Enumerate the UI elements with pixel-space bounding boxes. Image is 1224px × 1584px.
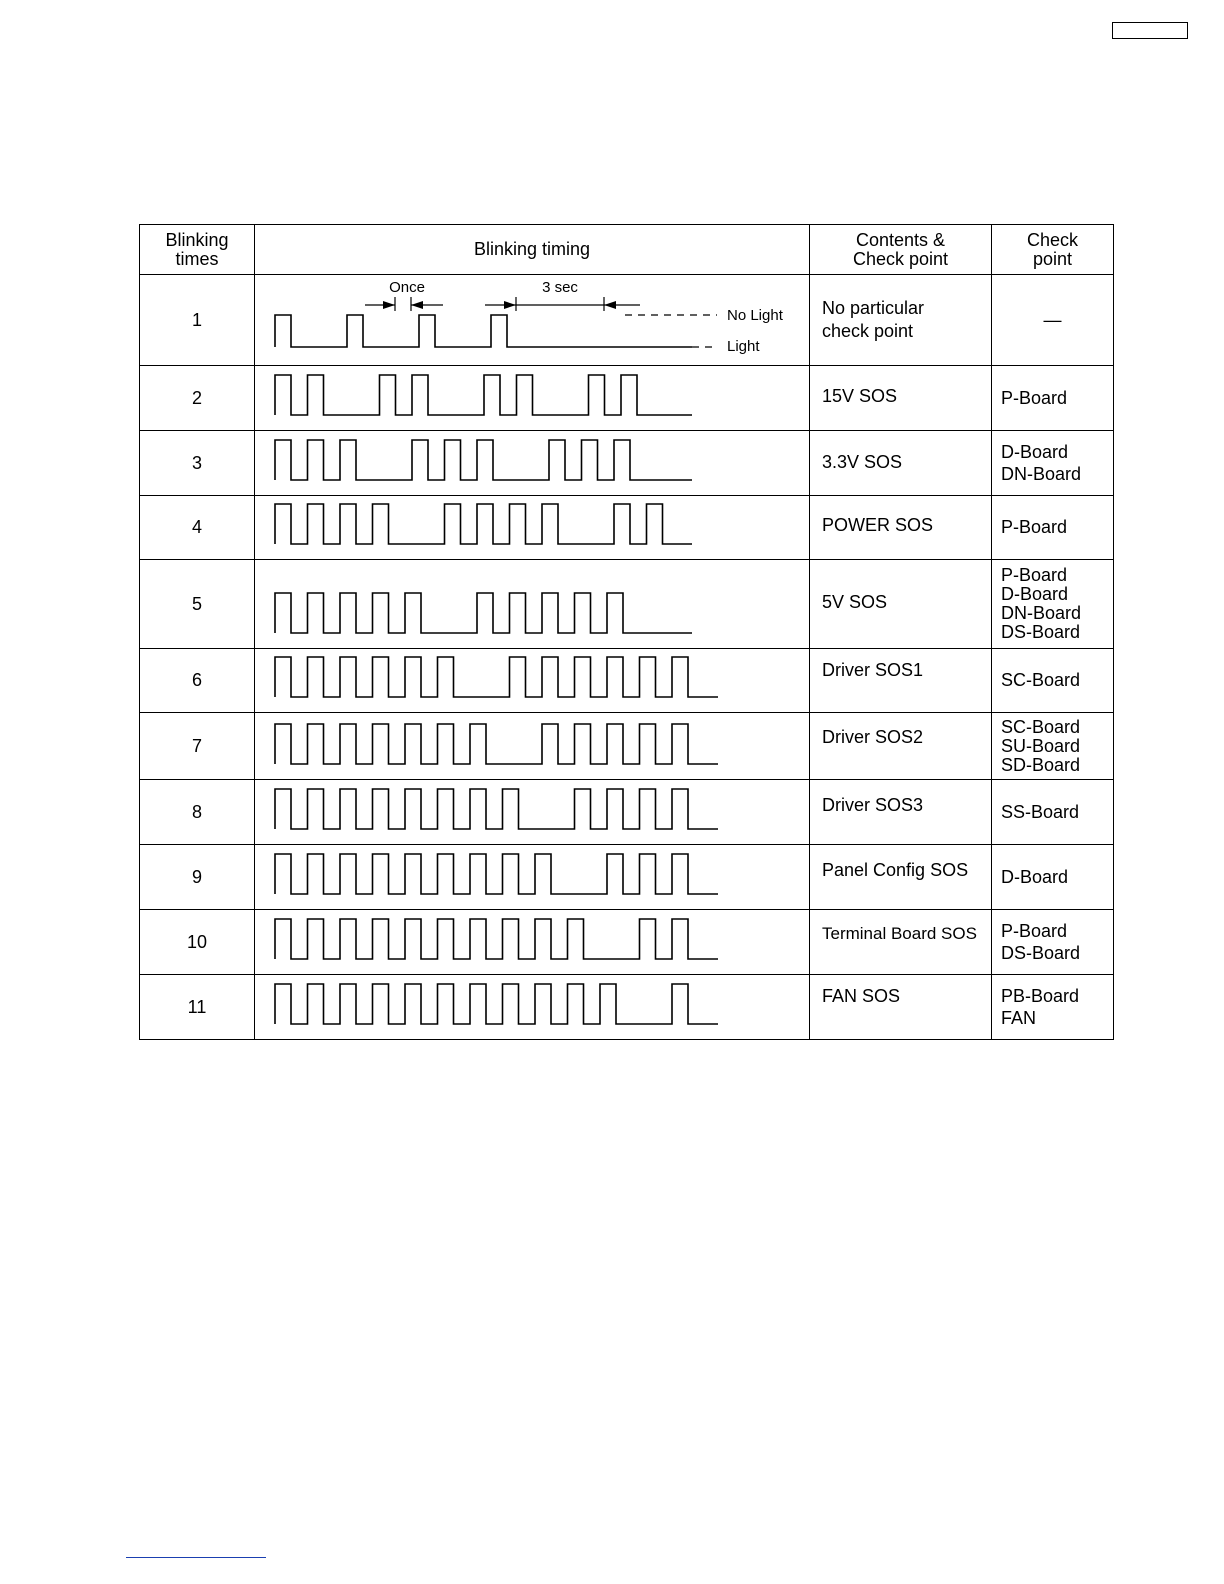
pulse-train	[275, 375, 692, 415]
check-board-line: —	[1043, 309, 1062, 330]
check-board-line: P-Board	[1001, 387, 1068, 408]
check-board-line: D-Board	[1001, 584, 1069, 604]
pulse-train	[275, 789, 718, 829]
table-row	[140, 560, 1114, 649]
check-board-line: P-Board	[1001, 921, 1068, 941]
blink-waveform-cell	[255, 366, 810, 431]
check-board	[992, 275, 1114, 366]
blink-waveform-cell	[255, 713, 810, 780]
blink-waveform	[255, 496, 810, 560]
page-number-box	[1112, 22, 1188, 39]
pulse-train	[275, 504, 692, 544]
blink-waveform-cell	[255, 845, 810, 910]
header-check-point: Check point	[992, 225, 1114, 275]
blink-count: 2	[140, 366, 255, 431]
table-row	[140, 275, 1114, 366]
check-board	[992, 975, 1114, 1040]
blink-count: 10	[140, 910, 255, 975]
check-board-line: DN-Board	[1001, 603, 1082, 623]
table-row	[140, 910, 1114, 975]
contents-check-point	[810, 275, 992, 366]
check-board-line: SU-Board	[1001, 735, 1081, 756]
blink-count: 7	[140, 713, 255, 780]
contents-line: Driver SOS1	[822, 660, 924, 680]
contents-check-point	[810, 649, 992, 713]
contents-line: 15V SOS	[822, 385, 898, 406]
pulse-train	[275, 724, 718, 764]
table-row	[140, 780, 1114, 845]
pulse-train	[275, 919, 718, 959]
contents-line: 5V SOS	[822, 591, 888, 612]
blink-waveform-cell	[255, 275, 810, 366]
header-contents: Contents & Check point	[810, 225, 992, 275]
table-row	[140, 496, 1114, 560]
check-board-line: DN-Board	[1001, 464, 1082, 484]
once-arrow-head-right	[411, 301, 423, 309]
contents-check-point	[810, 560, 992, 649]
contents-line: Panel Config SOS	[822, 859, 969, 880]
blink-waveform-cell	[255, 431, 810, 496]
three-sec-arrow-left	[504, 301, 516, 309]
three-sec-label: 3 sec	[542, 279, 578, 296]
once-arrow-head-left	[383, 301, 395, 309]
blink-waveform	[255, 649, 810, 713]
blink-waveform-cell	[255, 496, 810, 560]
once-label: Once	[389, 279, 425, 296]
contents-line: FAN SOS	[822, 985, 901, 1006]
contents-line: Terminal Board SOS	[822, 923, 977, 943]
check-board-line: SC-Board	[1001, 716, 1081, 737]
blink-count: 1	[140, 275, 255, 366]
table-row	[140, 431, 1114, 496]
contents-line: check point	[822, 321, 914, 341]
blink-count: 4	[140, 496, 255, 560]
check-board-line: SS-Board	[1001, 801, 1080, 822]
blink-waveform-cell	[255, 780, 810, 845]
blink-count: 3	[140, 431, 255, 496]
check-board-line: DS-Board	[1001, 622, 1081, 642]
pulse-train	[275, 854, 718, 894]
pulse-train	[275, 657, 718, 697]
sos-blink-table	[139, 224, 1114, 1040]
contents-check-point	[810, 431, 992, 496]
blink-waveform	[255, 845, 810, 910]
check-board-line: D-Board	[1001, 866, 1069, 887]
pulse-train	[275, 315, 692, 347]
check-board	[992, 910, 1114, 975]
check-board-line: P-Board	[1001, 517, 1068, 537]
blink-waveform-cell	[255, 649, 810, 713]
contents-line: No particular	[822, 298, 925, 318]
blink-waveform	[255, 431, 810, 496]
contents-line: POWER SOS	[822, 515, 934, 535]
contents-line: 3.3V SOS	[822, 451, 903, 472]
blink-waveform-cell	[255, 560, 810, 649]
light-label: Light	[727, 338, 760, 355]
table-row	[140, 649, 1114, 713]
check-board	[992, 431, 1114, 496]
blink-count: 5	[140, 560, 255, 649]
three-sec-arrow-right	[604, 301, 616, 309]
no-light-label: No Light	[727, 307, 783, 324]
contents-check-point	[810, 713, 992, 780]
table-header-row	[140, 225, 1114, 275]
blink-waveform	[255, 910, 810, 975]
pulse-train	[275, 593, 692, 633]
check-board	[992, 496, 1114, 560]
blink-waveform	[255, 713, 810, 780]
pulse-train	[275, 984, 718, 1024]
contents-check-point	[810, 975, 992, 1040]
check-board	[992, 780, 1114, 845]
blink-waveform-cell	[255, 910, 810, 975]
check-board-line: FAN	[1001, 1008, 1037, 1028]
table-row	[140, 366, 1114, 431]
contents-check-point	[810, 910, 992, 975]
pulse-train	[275, 440, 692, 480]
check-board-line: SC-Board	[1001, 670, 1081, 690]
table-row	[140, 713, 1114, 780]
blink-waveform	[255, 780, 810, 845]
blink-waveform	[255, 366, 810, 431]
blink-count: 9	[140, 845, 255, 910]
table-row	[140, 845, 1114, 910]
contents-check-point	[810, 366, 992, 431]
check-board-line: DS-Board	[1001, 943, 1081, 963]
blink-count: 8	[140, 780, 255, 845]
footer-link-underline	[126, 1557, 266, 1558]
blink-waveform	[255, 975, 810, 1040]
contents-line: Driver SOS2	[822, 726, 924, 747]
check-board-line: D-Board	[1001, 442, 1069, 462]
check-board	[992, 649, 1114, 713]
check-board	[992, 845, 1114, 910]
contents-check-point	[810, 845, 992, 910]
blink-count: 6	[140, 649, 255, 713]
check-board-line: P-Board	[1001, 565, 1068, 585]
header-blinking-timing: Blinking timing	[255, 225, 810, 275]
check-board-line: SD-Board	[1001, 754, 1081, 775]
blink-waveform	[255, 275, 810, 366]
blink-count: 11	[140, 975, 255, 1040]
contents-check-point	[810, 496, 992, 560]
check-board-line: PB-Board	[1001, 986, 1080, 1006]
check-board	[992, 560, 1114, 649]
contents-check-point	[810, 780, 992, 845]
blink-waveform-cell	[255, 975, 810, 1040]
contents-line: Driver SOS3	[822, 794, 924, 815]
blink-waveform	[255, 560, 810, 649]
header-blinking-times: Blinking times	[140, 225, 255, 275]
check-board	[992, 713, 1114, 780]
table-row	[140, 975, 1114, 1040]
check-board	[992, 366, 1114, 431]
